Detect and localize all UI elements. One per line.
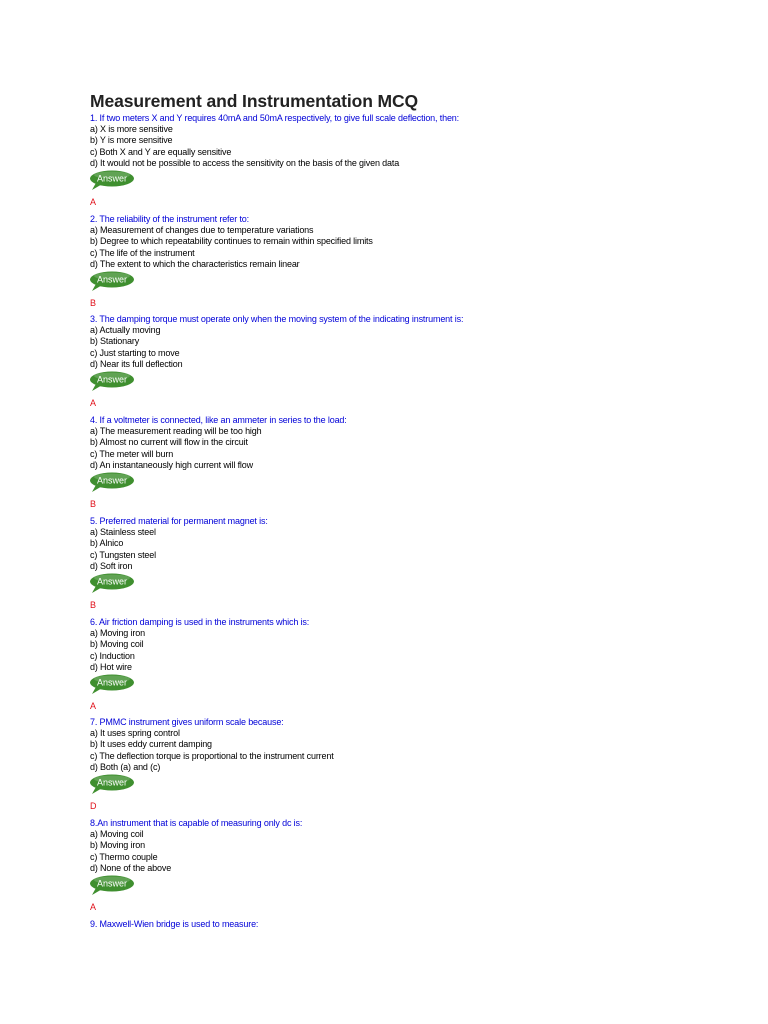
question-2 xyxy=(90,214,690,309)
option-list xyxy=(90,426,690,471)
page-title: Measurement and Instrumentation MCQ xyxy=(90,91,419,111)
option-a: a) Actually moving xyxy=(90,325,161,335)
option-a: a) Stainless steel xyxy=(90,527,156,537)
option-d: d) The extent to which the characteristics remain linear xyxy=(90,258,300,269)
answer-button[interactable] xyxy=(89,774,135,795)
answer-button[interactable] xyxy=(89,472,135,493)
question-text: 7. PMMC instrument gives uniform scale because: xyxy=(90,717,284,727)
option-d: d) It would not be possible to access the sensitivity on the basis of the given data xyxy=(90,157,400,168)
answer-button[interactable] xyxy=(89,170,135,191)
question-7 xyxy=(90,717,690,812)
option-d: d) Hot wire xyxy=(90,661,132,672)
question-3 xyxy=(90,314,690,409)
answer-button-label: Answer xyxy=(96,677,128,688)
answer-button-label: Answer xyxy=(96,878,128,889)
speech-bubble-icon xyxy=(89,371,135,392)
option-list xyxy=(90,527,690,572)
answer-letter: A xyxy=(90,197,97,208)
answer-button-label: Answer xyxy=(96,173,128,184)
question-8 xyxy=(90,818,690,913)
option-list xyxy=(90,829,690,874)
answer-button[interactable] xyxy=(89,573,135,594)
speech-bubble-icon xyxy=(89,774,135,795)
option-d: d) None of the above xyxy=(90,862,172,873)
option-d: d) Soft iron xyxy=(90,560,133,571)
answer-letter: B xyxy=(90,499,97,510)
question-5 xyxy=(90,516,690,611)
speech-bubble-icon xyxy=(89,170,135,191)
answer-button[interactable] xyxy=(89,271,135,292)
option-list xyxy=(90,225,690,270)
option-a: a) It uses spring control xyxy=(90,728,180,738)
question-text: 4. If a voltmeter is connected, like an ammeter in series to the load: xyxy=(90,415,347,425)
answer-letter: A xyxy=(90,902,97,913)
question-4 xyxy=(90,415,690,510)
answer-button[interactable] xyxy=(89,674,135,695)
speech-bubble-icon xyxy=(89,271,135,292)
option-list xyxy=(90,728,690,773)
answer-button-label: Answer xyxy=(96,374,128,385)
question-1 xyxy=(90,113,690,208)
answer-button-label: Answer xyxy=(96,274,128,285)
option-b: b) Stationary xyxy=(90,336,140,347)
option-a: a) Measurement of changes due to temperature variations xyxy=(90,225,314,235)
answer-button-label: Answer xyxy=(96,475,128,486)
option-b: b) It uses eddy current damping xyxy=(90,739,212,750)
option-list xyxy=(90,124,690,169)
option-b: b) Alnico xyxy=(90,538,124,549)
option-c: c) Both X and Y are equally sensitive xyxy=(90,146,232,157)
option-d: d) An instantaneously high current will flow xyxy=(90,459,253,470)
option-a: a) X is more sensitive xyxy=(90,124,173,134)
option-a: a) Moving coil xyxy=(90,829,144,839)
answer-letter: A xyxy=(90,701,97,712)
option-c: c) Induction xyxy=(90,650,135,661)
option-d: d) Both (a) and (c) xyxy=(90,761,161,772)
option-b: b) Almost no current will flow in the circuit xyxy=(90,437,248,448)
answer-letter: D xyxy=(90,801,97,812)
answer-button[interactable] xyxy=(89,371,135,392)
question-text: 3. The damping torque must operate only when the moving system of the indicating instrument is: xyxy=(90,314,464,324)
option-b: b) Y is more sensitive xyxy=(90,135,173,146)
option-c: c) The deflection torque is proportional to the instrument current xyxy=(90,750,334,761)
answer-button[interactable] xyxy=(89,875,135,896)
option-a: a) The measurement reading will be too high xyxy=(90,426,262,436)
question-9 xyxy=(90,919,690,930)
option-c: c) The life of the instrument xyxy=(90,247,195,258)
speech-bubble-icon xyxy=(89,875,135,896)
option-b: b) Degree to which repeatability continues to remain within specified limits xyxy=(90,236,373,247)
question-text: 9. Maxwell-Wien bridge is used to measure: xyxy=(90,919,259,929)
option-b: b) Moving coil xyxy=(90,639,144,650)
answer-letter: B xyxy=(90,298,97,309)
question-6 xyxy=(90,617,690,712)
option-d: d) Near its full deflection xyxy=(90,358,183,369)
answer-button-label: Answer xyxy=(96,777,128,788)
answer-button-label: Answer xyxy=(96,576,128,587)
speech-bubble-icon xyxy=(89,472,135,493)
answer-letter: A xyxy=(90,398,97,409)
option-list xyxy=(90,628,690,673)
question-text: 6. Air friction damping is used in the instruments which is: xyxy=(90,617,310,627)
answer-letter: B xyxy=(90,600,97,611)
option-list xyxy=(90,325,690,370)
option-a: a) Moving iron xyxy=(90,628,145,638)
question-text: 2. The reliability of the instrument refer to: xyxy=(90,214,250,224)
option-c: c) Thermo couple xyxy=(90,851,158,862)
option-c: c) The meter will burn xyxy=(90,448,174,459)
speech-bubble-icon xyxy=(89,573,135,594)
question-text: 5. Preferred material for permanent magnet is: xyxy=(90,516,268,526)
question-text: 1. If two meters X and Y requires 40mA and 50mA respectively, to give full scale deflection, then: xyxy=(90,113,460,123)
speech-bubble-icon xyxy=(89,674,135,695)
option-c: c) Tungsten steel xyxy=(90,549,156,560)
option-c: c) Just starting to move xyxy=(90,347,180,358)
question-text: 8.An instrument that is capable of measuring only dc is: xyxy=(90,818,303,828)
option-b: b) Moving iron xyxy=(90,840,145,851)
